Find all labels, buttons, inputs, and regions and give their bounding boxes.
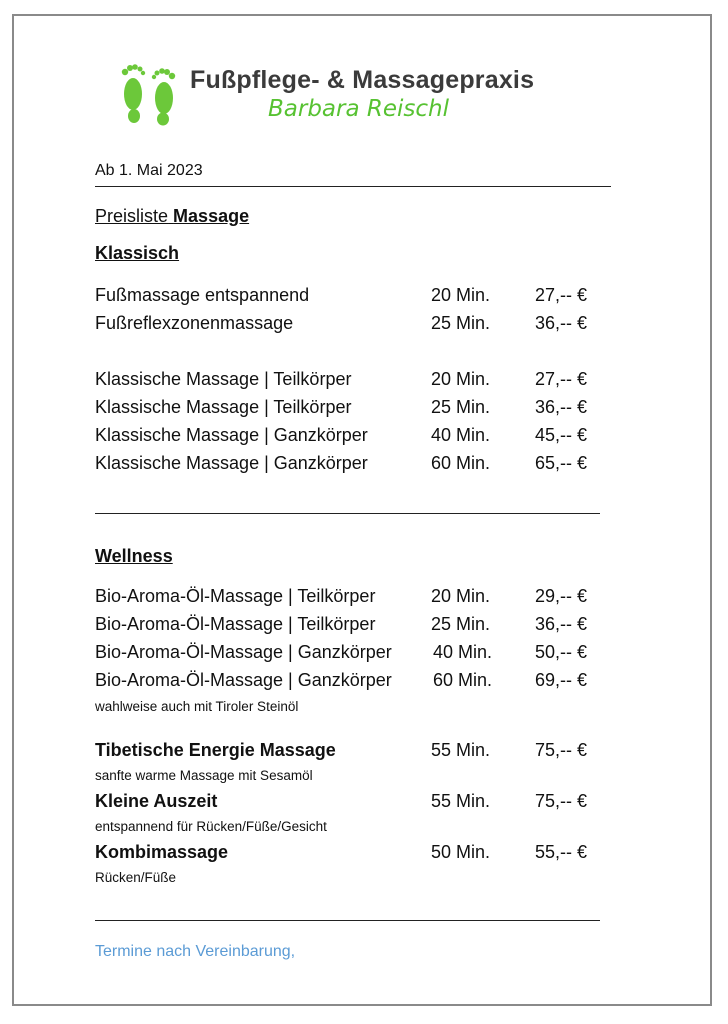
service-name: Klassische Massage | Teilkörper (95, 397, 352, 417)
price-row (95, 586, 605, 610)
service-name: Fußreflexzonenmassage (95, 313, 294, 333)
service-price: 45,-- € (535, 425, 588, 445)
divider (95, 186, 611, 187)
footer-note: Termine nach Vereinbarung, (95, 943, 296, 960)
page-title-prefix: Preisliste (95, 206, 169, 226)
service-price: 36,-- € (535, 313, 588, 333)
service-name: Fußmassage entspannend (95, 285, 310, 305)
service-duration: 20 Min. (431, 369, 491, 389)
footprints-icon (118, 58, 184, 126)
price-row (95, 614, 605, 638)
service-price: 69,-- € (535, 670, 588, 690)
service-duration: 25 Min. (431, 313, 491, 333)
service-name: Tibetische Energie Massage (95, 740, 336, 760)
logo (118, 58, 578, 128)
service-price: 29,-- € (535, 586, 588, 606)
service-name: Bio-Aroma-Öl-Massage | Ganzkörper (95, 670, 392, 690)
service-price: 65,-- € (535, 453, 588, 473)
service-duration: 20 Min. (431, 285, 491, 305)
price-row (95, 670, 605, 694)
service-note: sanfte warme Massage mit Sesamöl (95, 768, 313, 783)
valid-from-date: Ab 1. Mai 2023 (95, 162, 203, 179)
price-row (95, 740, 605, 764)
service-duration: 40 Min. (433, 642, 493, 662)
service-name: Kombimassage (95, 842, 229, 862)
price-row (95, 313, 605, 337)
service-price: 27,-- € (535, 285, 588, 305)
page-title (95, 206, 249, 227)
service-duration: 55 Min. (431, 791, 491, 811)
service-price: 27,-- € (535, 369, 588, 389)
service-price: 36,-- € (535, 614, 588, 634)
page-title-bold: Massage (173, 206, 250, 226)
section-heading-wellness: Wellness (95, 546, 173, 566)
service-name: Bio-Aroma-Öl-Massage | Teilkörper (95, 614, 376, 634)
price-row (95, 285, 605, 309)
service-duration: 60 Min. (431, 453, 491, 473)
price-row (95, 425, 605, 449)
service-duration: 25 Min. (431, 614, 491, 634)
price-row (95, 397, 605, 421)
price-row (95, 369, 605, 393)
brand-name: Fußpflege- & Massagepraxis (190, 66, 535, 94)
service-duration: 60 Min. (433, 670, 493, 690)
service-name: Klassische Massage | Ganzkörper (95, 453, 368, 473)
service-name: Klassische Massage | Teilkörper (95, 369, 352, 389)
service-duration: 25 Min. (431, 397, 491, 417)
divider (95, 920, 600, 921)
service-note: Rücken/Füße (95, 870, 177, 885)
service-price: 36,-- € (535, 397, 588, 417)
service-price: 75,-- € (535, 791, 588, 811)
service-duration: 55 Min. (431, 740, 491, 760)
service-duration: 50 Min. (431, 842, 491, 862)
service-note: entspannend für Rücken/Füße/Gesicht (95, 819, 327, 834)
service-name: Kleine Auszeit (95, 791, 218, 811)
price-row (95, 642, 605, 666)
service-price: 75,-- € (535, 740, 588, 760)
price-row (95, 791, 605, 815)
divider (95, 513, 600, 514)
service-name: Bio-Aroma-Öl-Massage | Teilkörper (95, 586, 376, 606)
price-row (95, 842, 605, 866)
service-name: Bio-Aroma-Öl-Massage | Ganzkörper (95, 642, 392, 662)
price-row (95, 453, 605, 477)
service-note: wahlweise auch mit Tiroler Steinöl (95, 699, 299, 714)
service-name: Klassische Massage | Ganzkörper (95, 425, 368, 445)
service-duration: 20 Min. (431, 586, 491, 606)
owner-name: Barbara Reischl (268, 96, 450, 122)
service-duration: 40 Min. (431, 425, 491, 445)
service-price: 50,-- € (535, 642, 588, 662)
service-price: 55,-- € (535, 842, 588, 862)
section-heading-klassisch: Klassisch (95, 243, 180, 263)
